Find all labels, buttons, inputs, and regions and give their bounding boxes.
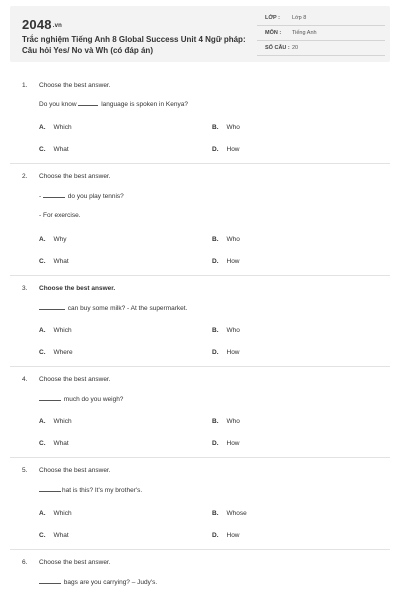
question-prompt: Choose the best answer. [39, 559, 111, 566]
option-d[interactable]: D. How [212, 440, 240, 447]
sentence-after: much do you weigh? [62, 396, 124, 403]
question-sentence [39, 305, 187, 312]
answer-blank [43, 196, 65, 198]
option-b[interactable]: B. Who [212, 418, 240, 425]
question-number: 5. [22, 467, 28, 474]
answer-blank [78, 104, 98, 106]
meta-key: LỚP : [265, 15, 280, 21]
question-number: 1. [22, 82, 28, 89]
question-prompt: Choose the best answer. [39, 82, 111, 89]
option-c[interactable]: C. What [39, 258, 69, 265]
question-sentence [39, 101, 188, 108]
option-d[interactable]: D. How [212, 349, 240, 356]
question-prompt: Choose the best answer. [39, 285, 116, 292]
option-b[interactable]: B. Who [212, 236, 240, 243]
sentence-after: language is spoken in Kenya? [99, 101, 188, 108]
question-number: 2. [22, 173, 28, 180]
question-divider [10, 457, 390, 458]
option-b[interactable]: B. Who [212, 124, 240, 131]
question-number: 6. [22, 559, 28, 566]
option-d[interactable]: D. How [212, 532, 240, 539]
question-divider [10, 366, 390, 367]
worksheet-title: Trắc nghiệm Tiếng Anh 8 Global Success Unit 4 Ngữ pháp: Câu hỏi Yes/ No và Wh (có đáp án) [22, 35, 246, 55]
option-b[interactable]: B. Whose [212, 510, 247, 517]
sentence-after: can buy some milk? - At the supermarket. [66, 305, 188, 312]
question-prompt: Choose the best answer. [39, 173, 111, 180]
site-logo[interactable] [22, 17, 62, 32]
question-prompt: Choose the best answer. [39, 376, 111, 383]
question-number: 3. [22, 285, 28, 292]
option-c[interactable]: C. What [39, 532, 69, 539]
meta-value: 20 [292, 45, 299, 51]
option-c[interactable]: C. Where [39, 349, 73, 356]
question-sentence [39, 579, 157, 586]
meta-value: Tiếng Anh [292, 30, 317, 36]
option-c[interactable]: C. What [39, 146, 69, 153]
question-divider [10, 549, 390, 550]
option-a[interactable]: A. Why [39, 236, 67, 243]
meta-row-subject [257, 26, 385, 41]
answer-blank [39, 582, 61, 584]
question-divider [10, 275, 390, 276]
question-number: 4. [22, 376, 28, 383]
question-sentence [39, 396, 123, 403]
meta-key: SỐ CÂU : [265, 45, 290, 51]
sentence-after: do you play tennis? [65, 193, 124, 200]
option-c[interactable]: C. What [39, 440, 69, 447]
worksheet-header [10, 6, 390, 62]
meta-key: MÔN : [265, 30, 282, 36]
sentence-before: Do you know [39, 101, 77, 108]
answer-blank [39, 490, 61, 492]
sentence-after: bags are you carrying? – Judy's. [62, 579, 158, 586]
question-sentence [39, 487, 142, 494]
question-sentence [39, 193, 124, 200]
logo-suffix: .vn [52, 23, 63, 29]
meta-value: Lớp 8 [292, 15, 307, 21]
option-a[interactable]: A. Which [39, 124, 72, 131]
answer-blank [39, 399, 61, 401]
answer-sentence [39, 212, 81, 219]
option-a[interactable]: A. Which [39, 327, 72, 334]
question-prompt: Choose the best answer. [39, 467, 111, 474]
sentence-before: - For exercise. [39, 212, 81, 219]
option-a[interactable]: A. Which [39, 510, 72, 517]
meta-row-count [257, 41, 385, 56]
sentence-before: - [39, 193, 43, 200]
option-d[interactable]: D. How [212, 258, 240, 265]
option-a[interactable]: A. Which [39, 418, 72, 425]
sentence-after: hat is this? It's my brother's. [62, 487, 143, 494]
meta-row-class [257, 11, 385, 26]
option-b[interactable]: B. Who [212, 327, 240, 334]
option-d[interactable]: D. How [212, 146, 240, 153]
logo-text: 2048 [22, 17, 52, 32]
question-divider [10, 163, 390, 164]
answer-blank [39, 308, 65, 310]
